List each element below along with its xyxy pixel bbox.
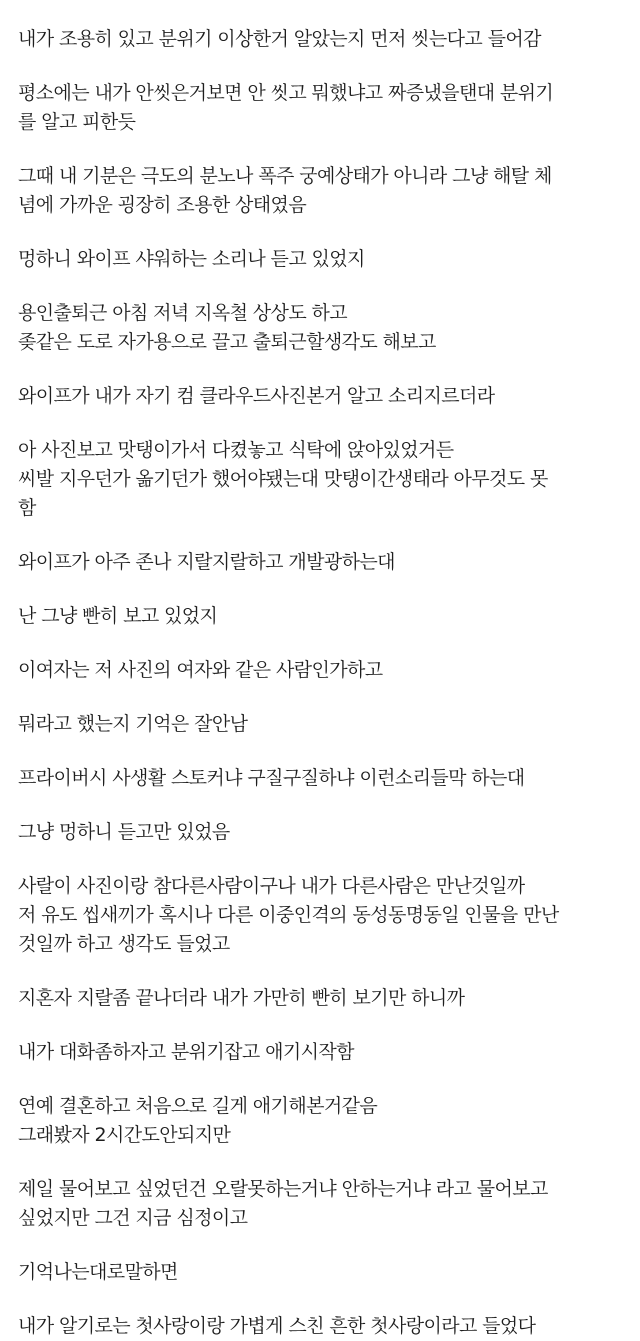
paragraph <box>18 1092 622 1150</box>
text-line: 와이프가 아주 존나 지랄지랄하고 개발광하는대 <box>18 551 395 573</box>
paragraph <box>18 299 622 357</box>
text-line: 용인출퇴근 아침 저녁 지옥철 상상도 하고 <box>18 302 348 324</box>
paragraph <box>18 764 622 793</box>
paragraph <box>18 548 622 577</box>
paragraph <box>18 162 622 220</box>
text-line: 난 그냥 빤히 보고 있었지 <box>18 605 218 627</box>
paragraph <box>18 245 622 274</box>
paragraph <box>18 656 622 685</box>
paragraph <box>18 818 622 847</box>
text-line: 것일까 하고 생각도 들었고 <box>18 933 230 955</box>
text-line: 연예 결혼하고 처음으로 길게 애기해본거같음 <box>18 1095 378 1117</box>
text-line: 념에 가까운 굉장히 조용한 상태였음 <box>18 194 307 216</box>
text-line: 지혼자 지랄좀 끝나더라 내가 가만히 빤히 보기만 하니까 <box>18 987 465 1009</box>
paragraph <box>18 382 622 411</box>
paragraph <box>18 1038 622 1067</box>
text-line: 프라이버시 사생활 스토커냐 구질구질하냐 이런소리들막 하는대 <box>18 767 525 789</box>
text-line: 함 <box>18 497 36 519</box>
paragraph <box>18 602 622 631</box>
paragraph <box>18 984 622 1013</box>
text-line: 와이프가 내가 자기 컴 클라우드사진본거 알고 소리지르더라 <box>18 385 495 407</box>
text-line: 씨발 지우던가 옮기던가 했어야됐는대 맛탱이간생태라 아무것도 못 <box>18 468 548 490</box>
paragraph <box>18 1175 622 1233</box>
text-line: 기억나는대로말하면 <box>18 1261 178 1283</box>
text-line: 뭐라고 했는지 기억은 잘안남 <box>18 713 248 735</box>
text-line: 멍하니 와이프 샤워하는 소리나 듣고 있었지 <box>18 248 365 270</box>
text-line: 그때 내 기분은 극도의 분노나 폭주 궁예상태가 아니라 그냥 해탈 체 <box>18 165 552 187</box>
text-line: 그래봤자 2시간도안되지만 <box>18 1124 231 1146</box>
paragraph <box>18 872 622 959</box>
text-line: 제일 물어보고 싶었던건 오랄못하는거냐 안하는거냐 라고 물어보고 <box>18 1178 548 1200</box>
paragraph <box>18 1258 622 1287</box>
paragraph <box>18 710 622 739</box>
text-line: 를 알고 피한듯 <box>18 111 136 133</box>
text-line: 저 유도 씹새끼가 혹시나 다른 이중인격의 동성동명동일 인물을 만난 <box>18 904 559 926</box>
text-line: 그냥 멍하니 듣고만 있었음 <box>18 821 230 843</box>
paragraph <box>18 1312 622 1341</box>
text-line: 싶었지만 그건 지금 심정이고 <box>18 1207 248 1229</box>
text-line: 내가 조용히 있고 분위기 이상한거 알았는지 먼저 씻는다고 들어감 <box>18 28 541 50</box>
paragraph <box>18 436 622 523</box>
text-line: 내가 대화좀하자고 분위기잡고 애기시작함 <box>18 1041 354 1063</box>
paragraph <box>18 79 622 137</box>
text-line: 아 사진보고 맛탱이가서 다켰놓고 식탁에 앉아있었거든 <box>18 439 454 461</box>
text-line: 평소에는 내가 안씻은거보면 안 씻고 뭐했냐고 짜증냈을탠대 분위기 <box>18 82 554 104</box>
text-line: 이여자는 저 사진의 여자와 같은 사람인가하고 <box>18 659 383 681</box>
text-line: 사랄이 사진이랑 참다른사람이구나 내가 다른사람은 만난것일까 <box>18 875 525 897</box>
text-line: 좆같은 도로 자가용으로 끌고 출퇴근할생각도 해보고 <box>18 331 436 353</box>
text-line: 내가 알기로는 첫사랑이랑 가볍게 스친 흔한 첫사랑이라고 들었다 <box>18 1315 536 1337</box>
paragraph <box>18 25 622 54</box>
